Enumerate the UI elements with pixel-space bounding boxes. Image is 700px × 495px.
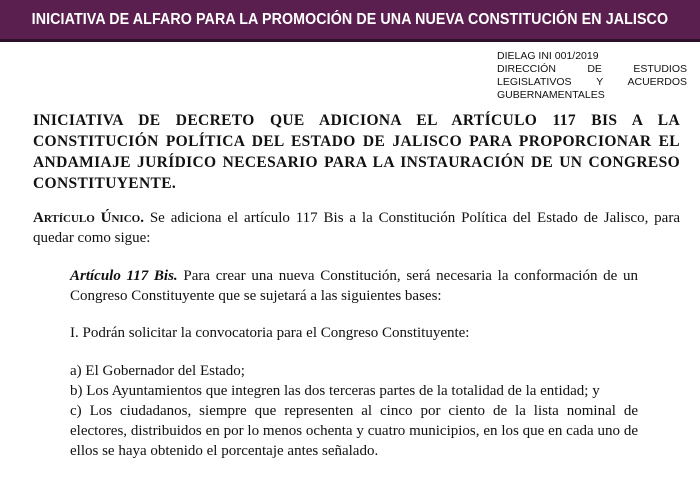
reference-department: DIRECCIÓN DE ESTUDIOS LEGISLATIVOS Y ACUERDOS GUBERNAMENTALES (497, 63, 687, 101)
document-reference (497, 50, 687, 102)
banner-title: INICIATIVA DE ALFARO PARA LA PROMOCIÓN DE UNA NUEVA CONSTITUCIÓN EN JALISCO (31, 10, 669, 28)
reference-code: DIELAG INI 001/2019 (497, 50, 599, 62)
header-banner (0, 0, 700, 42)
list-item-b: b) Los Ayuntamientos que integren las dos terceras partes de la totalidad de la entidad; y (70, 383, 600, 399)
article-unico-text: Se adiciona el artículo 117 Bis a la Constitución Política del Estado de Jalisco, para quedar como sigue: (33, 210, 680, 246)
article-117-bis-paragraph (70, 266, 638, 306)
list-item-a: a) El Gobernador del Estado; (70, 363, 245, 379)
article-117-bis-lead: Artículo 117 Bis. (70, 268, 178, 284)
article-117-bis-text: Para crear una nueva Constitución, será necesaria la conformación de un Congreso Constituyente que se sujetará a las siguientes bases: (70, 268, 639, 304)
decree-heading: INICIATIVA DE DECRETO QUE ADICIONA EL ARTÍCULO 117 BIS A LA CONSTITUCIÓN POLÍTICA DEL ESTADO DE JALISCO PARA PROPORCIONAR EL ANDAMIAJE JURÍDICO NECESARIO PARA LA INSTAURACIÓN DE UN CONGRESO CONSTITUYENTE. (33, 112, 680, 192)
list-item-c: c) Los ciudadanos, siempre que representen al cinco por ciento de la lista nominal de electores, distribuidos en por lo menos ochenta y cuatro municipios, en los que en cada uno de ellos se haya obtenido el porcentaje antes señalado. (70, 403, 638, 459)
article-unico-lead: Artículo Único. (33, 210, 144, 226)
base-1-paragraph: I. Podrán solicitar la convocatoria para el Congreso Constituyente: (70, 325, 470, 341)
article-unico-paragraph (33, 208, 680, 248)
items-list (70, 361, 638, 461)
